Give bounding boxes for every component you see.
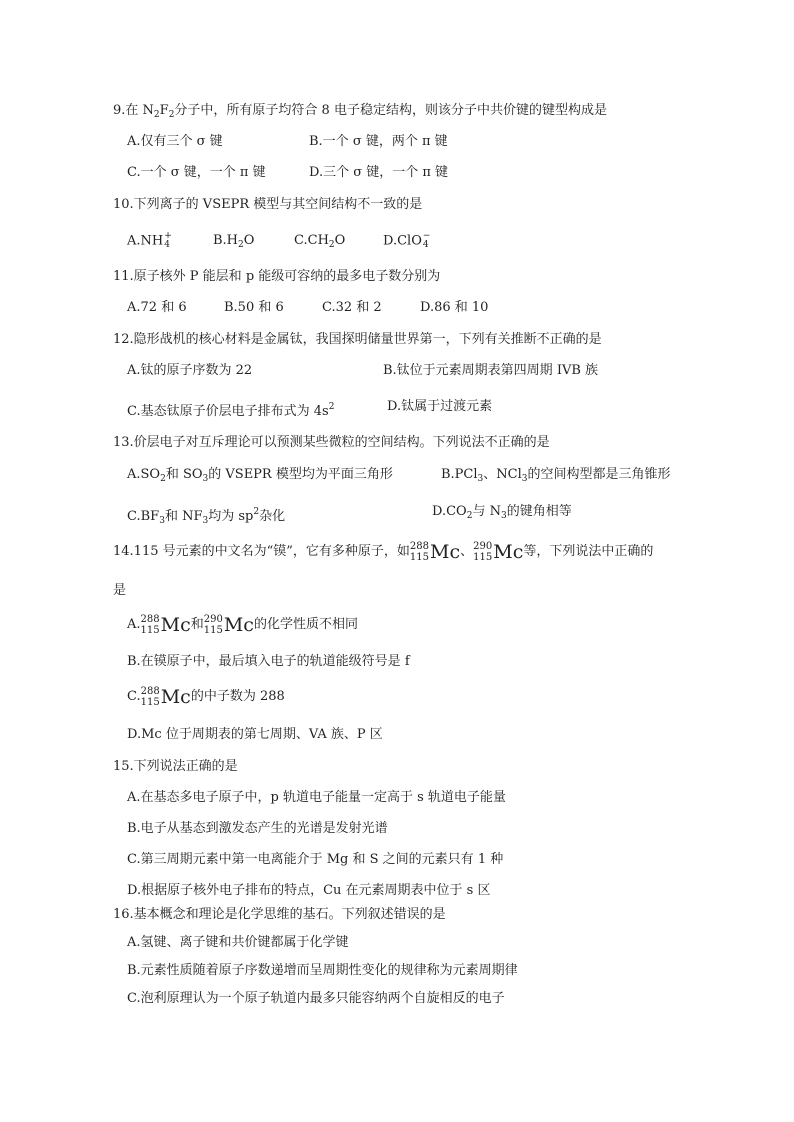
q14-stem-text: 等，下列说法中正确的 (523, 544, 654, 559)
q9-subscript: 2 (153, 110, 160, 120)
mass-number: 290 (203, 613, 223, 625)
q13-c-sup: 2 (253, 507, 260, 517)
q9-option-d: D.三个 σ 键，一个 π 键 (309, 165, 449, 180)
q10-c-text: O (334, 233, 346, 248)
q11-option-c: C.32 和 2 (322, 300, 382, 315)
q14-stem-text: 14.115 号元素的中文名为“镆”，它有多种原子，如 (113, 544, 410, 559)
q13-option-c (127, 503, 285, 530)
q11-option-b: B.50 和 6 (224, 300, 284, 315)
q13-a-text: 的 VSEPR 模型均为平面三角形 (208, 467, 393, 482)
q15-option-d: D.根据原子核外电子排布的特点，Cu 在元素周期表中位于 s 区 (127, 883, 491, 898)
q14-a-text: A. (127, 617, 141, 632)
mass-number: 290 (473, 540, 493, 552)
q13-b-text: B.PCl (441, 467, 478, 482)
q13-a-text: A.SO (127, 467, 161, 482)
q13-option-b (441, 466, 671, 488)
q10-b-text: O (243, 233, 255, 248)
q10-a-charge (164, 232, 172, 250)
q14-c-text: 的中子数为 288 (190, 689, 285, 704)
q12-option-d: D.钛属于过渡元素 (387, 399, 493, 414)
q10-b-sub: 2 (238, 240, 244, 250)
q10-option-c (294, 232, 345, 254)
element-symbol: Mc (160, 685, 191, 708)
element-symbol: Mc (160, 613, 191, 636)
q10-a-text: A.NH (127, 233, 164, 249)
q13-d-text: 与 N (472, 504, 501, 519)
q13-c-sub: 3 (159, 516, 165, 526)
atomic-number: 115 (203, 624, 223, 636)
q13-d-text: 的键角相等 (506, 504, 572, 519)
q10-d-charge (423, 232, 431, 250)
q15-option-b: B.电子从基态到激发态产生的光谱是发射光谱 (127, 821, 388, 836)
q10-a-sup: + (164, 231, 172, 241)
q15-option-a: A.在基态多电子原子中，p 轨道电子能量一定高于 s 轨道电子能量 (127, 790, 506, 805)
q13-d-text: D.CO (432, 504, 467, 519)
q12-c-text: C.基态钛原子价层电子排布式为 4s (127, 404, 329, 419)
q12-option-a: A.钛的原子序数为 22 (127, 363, 253, 378)
q14-option-c (127, 683, 285, 711)
q13-c-sub: 3 (202, 516, 209, 526)
q10-d-text: D.ClO (383, 233, 422, 249)
question-16-stem: 16.基本概念和理论是化学思维的基石。下列叙述错误的是 (113, 907, 446, 922)
q11-option-d: D.86 和 10 (420, 300, 489, 315)
q13-b-text: 、NCl (483, 467, 522, 482)
mass-number: 288 (140, 685, 160, 697)
q10-c-text: C.CH (294, 233, 329, 248)
question-12-stem: 12.隐形战机的核心材料是金属钛，我国探明储量世界第一，下列有关推断不正确的是 (113, 332, 602, 347)
q14-option-d: D.Mc 位于周期表的第七周期、VA 族、P 区 (127, 727, 383, 742)
q16-option-b: B.元素性质随着原子序数递增而呈周期性变化的规律称为元素周期律 (127, 963, 518, 978)
atomic-number: 115 (140, 624, 160, 636)
q9-option-c: C.一个 σ 键，一个 π 键 (127, 165, 266, 180)
q16-option-c: C.泡利原理认为一个原子轨道内最多只能容纳两个自旋相反的电子 (127, 991, 505, 1006)
isotope-mc-290 (204, 614, 254, 636)
q13-a-sub: 3 (202, 474, 209, 484)
question-14-stem (113, 538, 653, 566)
question-14-stem-line2: 是 (113, 583, 127, 598)
element-symbol: Mc (430, 540, 461, 563)
q13-c-text: 杂化 (259, 509, 286, 524)
question-15-stem: 15.下列说法正确的是 (113, 759, 238, 774)
q14-a-text: 的化学性质不相同 (253, 617, 358, 632)
q10-a-sub: 4 (164, 240, 170, 250)
q12-c-sup: 2 (328, 402, 335, 412)
q13-d-sub: 2 (466, 511, 473, 521)
question-10-stem: 10.下列离子的 VSEPR 模型与其空间结构不一致的是 (113, 197, 423, 212)
question-13-stem: 13.价层电子对互斥理论可以预测某些微粒的空间结构。下列说法不正确的是 (113, 435, 550, 450)
q10-b-text: B.H (213, 233, 239, 248)
atomic-number: 115 (140, 696, 160, 708)
q13-b-sub: 3 (521, 474, 528, 484)
q13-c-text: C.BF (127, 509, 160, 524)
q16-option-a: A.氢键、离子键和共价键都属于化学键 (127, 935, 349, 950)
question-9-stem (113, 102, 607, 124)
q10-option-d (383, 232, 430, 251)
q9-stem-part: 分子中，所有原子均符合 8 电子稳定结构，则该分子中共价键的键型构成是 (174, 103, 607, 118)
isotope-mc-288 (410, 541, 460, 563)
q9-subscript: 2 (168, 110, 175, 120)
atomic-number: 115 (409, 551, 430, 563)
q13-option-d (432, 503, 572, 525)
isotope-mc-288 (141, 614, 191, 636)
isotope-mc-288 (141, 686, 191, 708)
element-symbol: Mc (223, 613, 254, 636)
element-symbol: Mc (493, 540, 524, 563)
q13-c-text: 均为 sp (208, 509, 254, 524)
q13-b-sub: 3 (477, 474, 484, 484)
mass-number: 288 (140, 613, 160, 625)
q9-option-a: A.仅有三个 σ 键 (127, 134, 223, 149)
q13-b-text: 的空间构型都是三角锥形 (527, 467, 671, 482)
q10-d-sub: 4 (422, 240, 429, 250)
q14-separator: 、 (460, 544, 474, 559)
mass-number: 288 (409, 540, 430, 552)
q13-d-sub: 3 (500, 511, 507, 521)
q13-option-a (127, 466, 393, 488)
q9-option-b: B.一个 σ 键，两个 π 键 (309, 134, 448, 149)
q9-stem-part: F (159, 103, 169, 118)
q15-option-c: C.第三周期元素中第一电离能介于 Mg 和 S 之间的元素只有 1 种 (127, 852, 504, 867)
isotope-mc-290 (473, 541, 523, 563)
q13-c-text: 和 NF (164, 509, 203, 524)
q12-option-c (127, 398, 334, 421)
q10-option-a (127, 232, 172, 251)
q10-option-b (213, 232, 254, 254)
q13-a-text: 和 SO (165, 467, 203, 482)
q14-option-b: B.在镆原子中，最后填入电子的轨道能级符号是 f (127, 654, 410, 669)
q13-a-sub: 2 (160, 474, 166, 484)
q10-c-sub: 2 (328, 240, 335, 250)
q11-option-a: A.72 和 6 (127, 300, 187, 315)
q10-d-sup: − (422, 231, 431, 241)
q14-option-a (127, 611, 358, 639)
q9-stem-part: 9.在 N (113, 103, 154, 118)
q14-c-text: C. (127, 689, 141, 704)
q14-a-text: 和 (190, 617, 204, 632)
question-11-stem: 11.原子核外 P 能层和 p 能级可容纳的最多电子数分别为 (113, 269, 441, 284)
q12-option-b: B.钛位于元素周期表第四周期 IVB 族 (383, 363, 599, 378)
atomic-number: 115 (473, 551, 493, 563)
